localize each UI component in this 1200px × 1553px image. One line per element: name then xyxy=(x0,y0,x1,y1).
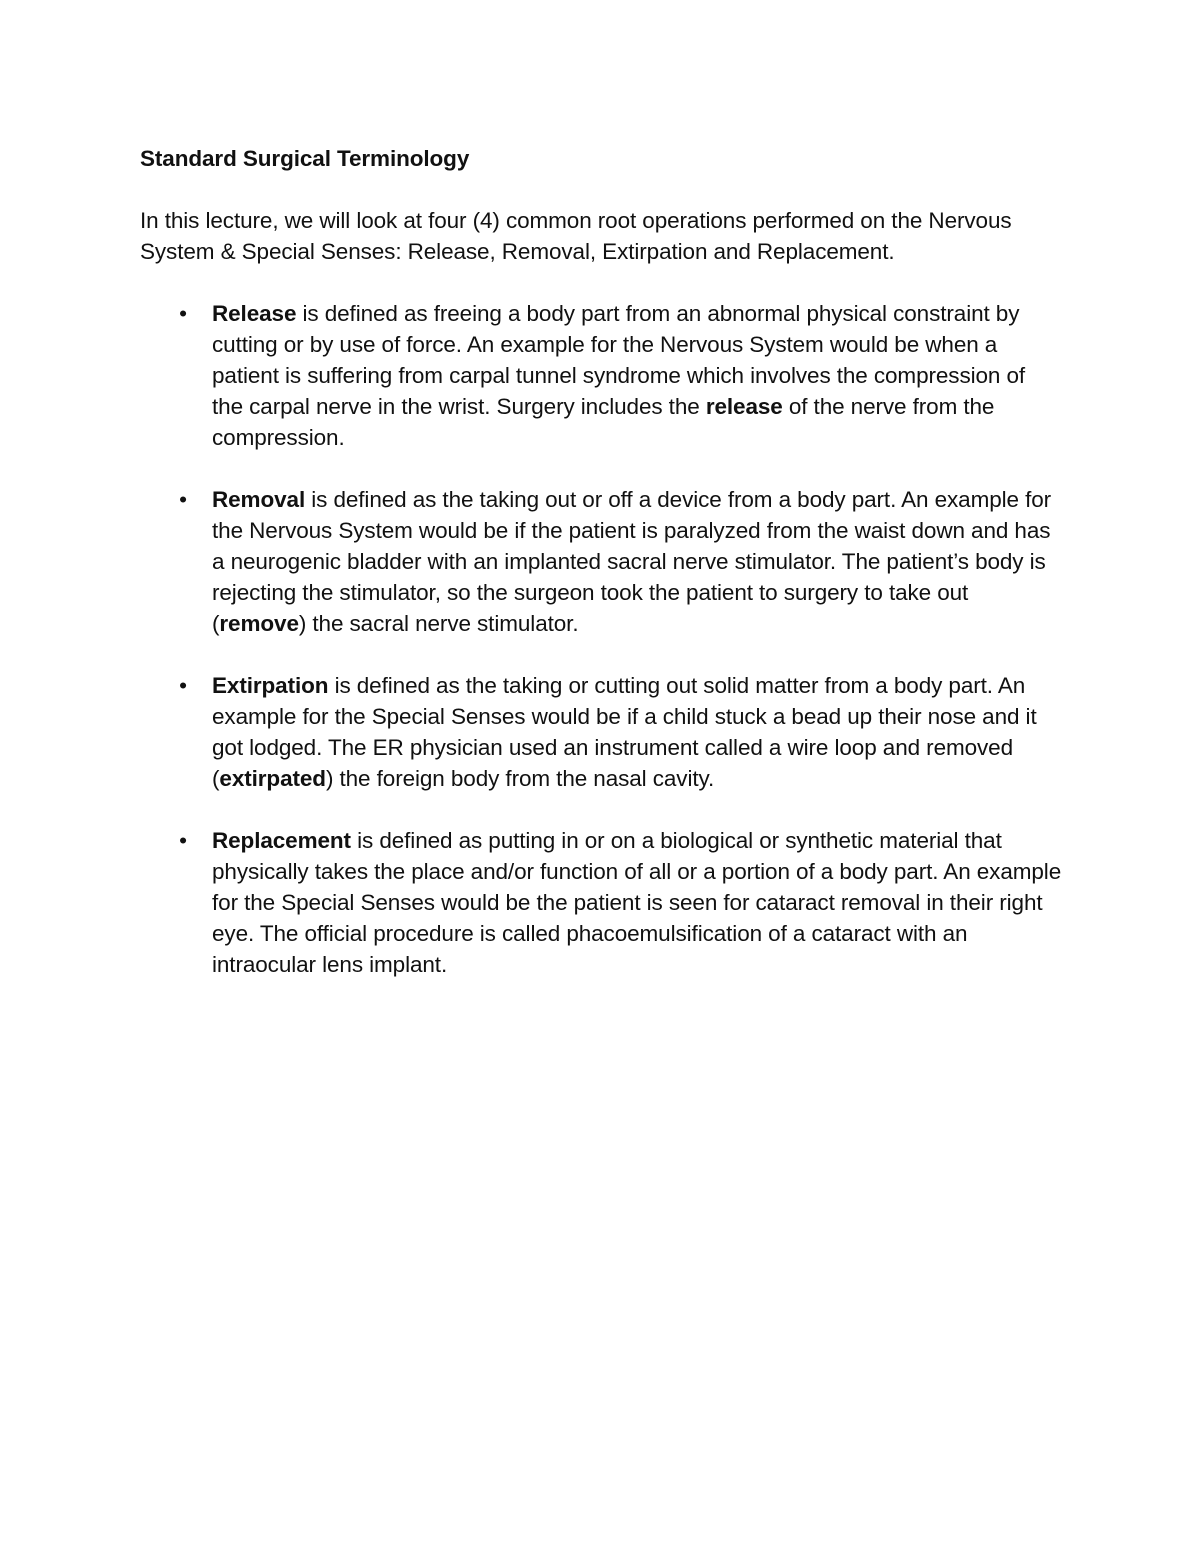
bullet-icon: • xyxy=(179,673,187,698)
bullet-list xyxy=(140,298,1070,980)
list-item-replacement xyxy=(140,825,1062,980)
extirpation-text-part-1: is defined as the taking or cutting out solid matter from a body part. An example for the Special Senses would be if a child stuck a bead up their nose and it got lodged. The ER physician used an instrument called a wire loop and removed ( xyxy=(212,673,1037,791)
term-extirpation: Extirpation xyxy=(212,673,329,698)
bullet-icon: • xyxy=(179,828,187,853)
bullet-icon: • xyxy=(179,487,187,512)
extirpation-text-part-2: ) the foreign body from the nasal cavity. xyxy=(325,766,715,791)
document-title: Standard Surgical Terminology xyxy=(140,146,470,171)
removal-emphasis: remove xyxy=(219,611,299,636)
extirpation-emphasis: extirpated xyxy=(219,766,326,791)
term-release: Release xyxy=(212,301,297,326)
release-text-part-2: of the nerve from the compression. xyxy=(212,394,995,450)
list-item-release xyxy=(140,298,1062,453)
release-text-part-1: is defined as freeing a body part from an abnormal physical constraint by cutting or by use of force. An example for the Nervous System would be when a patient is suffering from carpal tunnel syndrome which involves the compression of the carpal nerve in the wrist. Surgery includes the xyxy=(212,301,1026,419)
term-replacement: Replacement xyxy=(212,828,351,853)
release-emphasis: release xyxy=(705,394,783,419)
removal-text-part-1: is defined as the taking out or off a device from a body part. An example for the Nervous System would be if the patient is paralyzed from the waist down and has a neurogenic bladder with an implanted sacral nerve stimulator. The patient’s body is rejecting the stimulator, so the surgeon took the patient to surgery to take out ( xyxy=(212,487,1052,636)
replacement-text-part-1: is defined as putting in or on a biological or synthetic material that physically takes the place and/or function of all or a portion of a body part. An example for the Special Senses would be the patient is seen for cataract removal in their right eye. The official procedure is called phacoemulsification of a cataract with an intraocular lens implant. xyxy=(212,828,1062,977)
list-item-extirpation xyxy=(140,670,1062,794)
removal-text-part-2: ) the sacral nerve stimulator. xyxy=(298,611,579,636)
intro-paragraph: In this lecture, we will look at four (4) common root operations performed on the Nervous System & Special Senses: Release, Removal, Extirpation and Replacement. xyxy=(140,208,1012,264)
term-removal: Removal xyxy=(212,487,306,512)
list-item-removal xyxy=(140,484,1062,639)
document-body xyxy=(140,143,1070,1011)
bullet-icon: • xyxy=(179,301,187,326)
